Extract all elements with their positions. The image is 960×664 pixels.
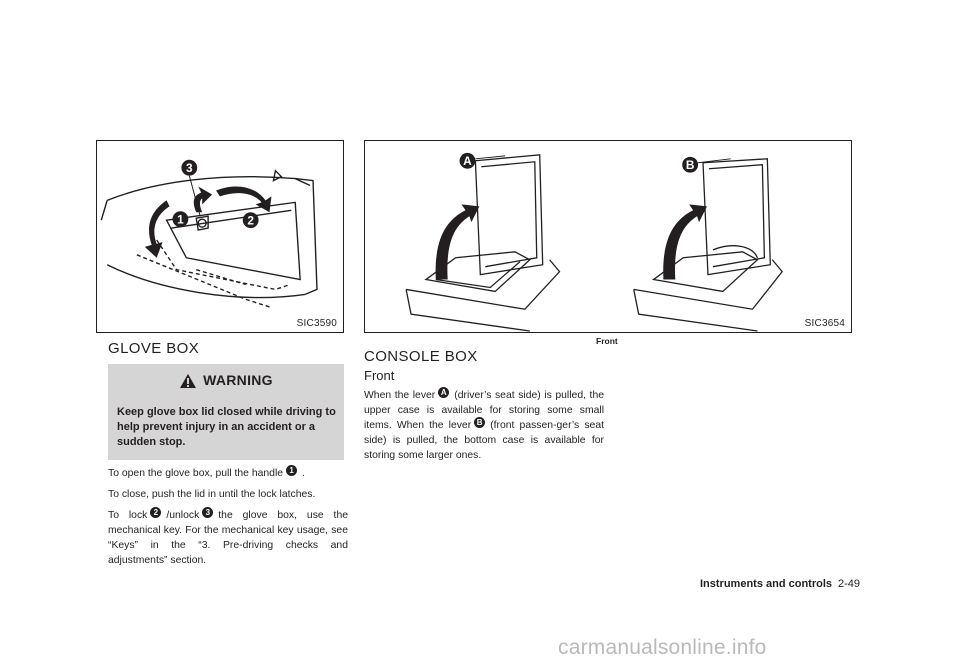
callout-2-inline: 2 (150, 507, 161, 518)
paragraph-text: To open the glove box, pull the handle (108, 468, 284, 479)
callout-b (682, 157, 698, 173)
svg-text:B: B (685, 158, 695, 173)
callout-1-inline: 1 (286, 465, 297, 476)
paragraph-text: the glove box, use the mechanical key. For the mechanical key usage, see “Keys” in the “3. Pre-driving checks and adjustments” section. (108, 510, 349, 566)
console-box-figure (364, 140, 852, 333)
console-box-heading: CONSOLE BOX (364, 348, 478, 365)
glove-box-paragraph-3 (108, 508, 348, 568)
callout-2 (243, 212, 259, 228)
callout-b-inline: B (474, 417, 485, 428)
svg-text:1: 1 (177, 212, 184, 227)
section-name: Instruments and controls (700, 578, 833, 590)
figure-caption: Front (596, 336, 618, 346)
console-box-paragraph (364, 388, 604, 463)
warning-text: Keep glove box lid closed while driving to help prevent injury in an accident or a sudden stop. (117, 406, 336, 448)
glove-box-heading: GLOVE BOX (108, 340, 200, 357)
watermark[interactable]: carmanualsonline.info (558, 636, 767, 659)
warning-header (108, 372, 344, 389)
paragraph-text: To lock (108, 510, 148, 521)
page-footer (700, 578, 860, 590)
paragraph-text: (front passen-ger’s seat side) is pulled, the bottom case is available for storing some larger ones. (364, 420, 605, 461)
paragraph-text: /unlock (166, 510, 200, 521)
svg-text:A: A (463, 154, 472, 169)
glove-box-paragraph-1 (108, 466, 348, 481)
svg-text:3: 3 (186, 161, 193, 176)
callout-3-inline: 3 (202, 507, 213, 518)
glove-box-illustration (97, 141, 343, 332)
callout-a-inline: A (438, 387, 449, 398)
paragraph-text: . (302, 468, 305, 479)
callout-3 (181, 160, 197, 176)
paragraph-text: When the lever (364, 390, 436, 401)
page-number: 2-49 (838, 578, 861, 590)
callout-1 (172, 211, 188, 227)
warning-box (108, 364, 344, 460)
figure-code: SIC3590 (296, 318, 337, 329)
glove-box-figure (96, 140, 344, 333)
glove-box-paragraph-2: To close, push the lid in until the lock latches. (108, 489, 316, 500)
warning-title: WARNING (203, 372, 273, 388)
warning-icon (179, 373, 197, 389)
svg-text:2: 2 (247, 213, 254, 228)
console-box-illustration (365, 141, 851, 332)
figure-code: SIC3654 (804, 318, 845, 329)
paragraph-text: (driver’s seat side) is pulled, the upper case is available for storing some small items. When the lever (364, 390, 604, 431)
console-box-subheading: Front (364, 368, 395, 383)
callout-a (460, 153, 476, 169)
